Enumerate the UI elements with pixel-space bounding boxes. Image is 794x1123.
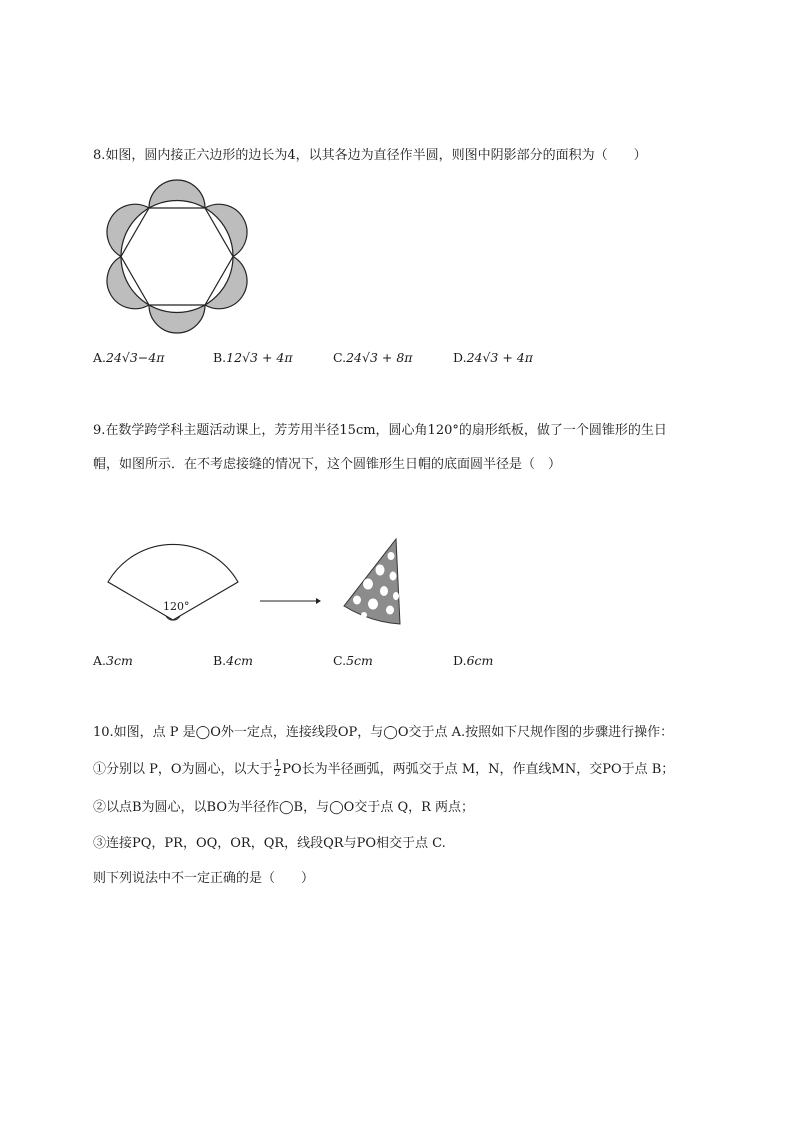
q8-option-a: A.24√3−4π — [93, 350, 165, 365]
q9-option-a: A.3cm — [93, 653, 133, 668]
q10-step3: ③连接PQ，PR，OQ，OR，QR，线段QR与PO相交于点 C. — [93, 836, 446, 851]
q10-step2: ②以点B为圆心，以BO为半径作◯B，与◯O交于点 Q，R 两点； — [93, 800, 475, 815]
q10-question: 则下列说法中不一定正确的是（ ） — [93, 871, 315, 886]
q8-option-b: B.12√3 + 4π — [213, 350, 293, 365]
q10-step1: ①分别以 P，O为圆心，以大于 $\frac{1}{2}$ PO长为半径画弧，两弧交于点 M，N，作直线MN，交PO于点 B； — [93, 759, 675, 779]
q9-option-b: B.4cm — [213, 653, 253, 668]
q8-option-d: D.24√3 + 4π — [453, 350, 533, 365]
q8-option-c: C.24√3 + 8π — [333, 350, 413, 365]
q9-arrow-icon — [258, 594, 322, 608]
q8-stem: 8.如图，圆内接正六边形的边长为4，以其各边为直径作半圆，则图中阴影部分的面积为（ ） — [93, 148, 647, 163]
q9-angle-label: 120° — [163, 600, 190, 613]
q9-stem-line1: 9.在数学跨学科主题活动课上，芳芳用半径15cm，圆心角120°的扇形纸板，做了一个圆锥形的生日 — [93, 423, 667, 438]
q9-option-c: C.5cm — [333, 653, 373, 668]
q9-party-hat-icon — [340, 536, 410, 628]
q10-step1-fraction: $\frac{1}{2}$ — [274, 759, 281, 779]
q8-hexagon-semicircles-figure — [104, 178, 250, 334]
q9-stem-line2: 帽，如图所示．在不考虑接缝的情况下，这个圆锥形生日帽的底面圆半径是（ ） — [93, 457, 562, 472]
q9-option-d: D.6cm — [453, 653, 494, 668]
q10-stem: 10.如图，点 P 是◯O外一定点，连接线段OP，与◯O交于点 A.按照如下尺规作图的步骤进行操作： — [93, 725, 674, 740]
